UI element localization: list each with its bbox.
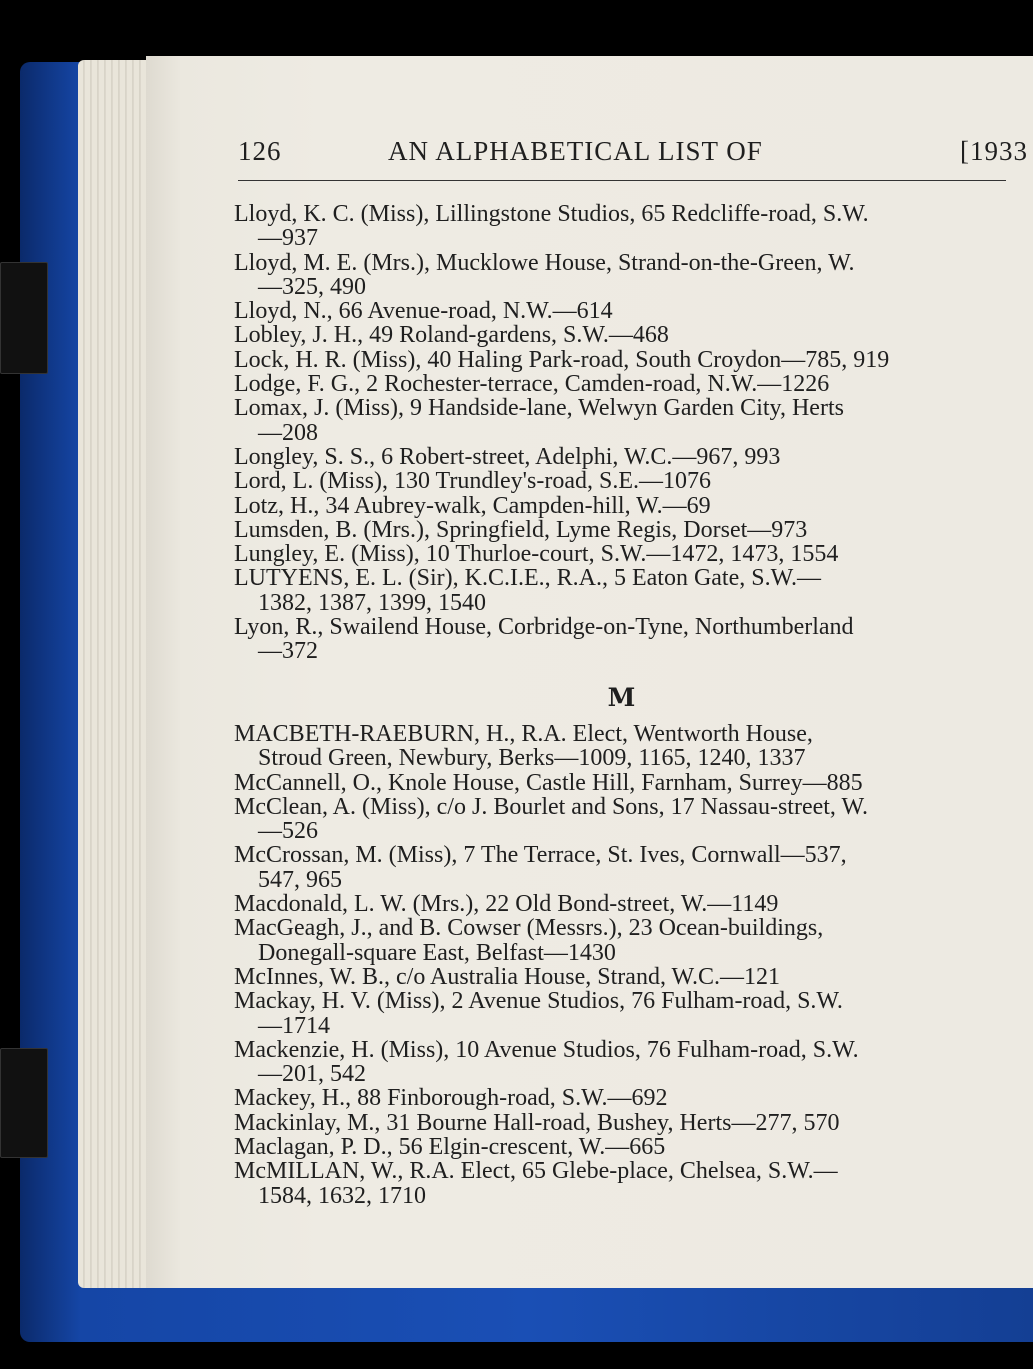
directory-entry (234, 251, 1009, 300)
entry-line: Macdonald, L. W. (Mrs.), 22 Old Bond-street, W.—1149 (234, 891, 779, 918)
entry-line: McInnes, W. B., c/o Australia House, Strand, W.C.—121 (234, 963, 780, 990)
directory-entry (234, 615, 1009, 664)
entry-line: Lomax, J. (Miss), 9 Handside-lane, Welwyn Garden City, Herts (234, 395, 844, 422)
directory-entry (234, 542, 1009, 566)
page-number: 126 (238, 136, 282, 166)
directory-entry (234, 965, 1009, 989)
directory-entry (234, 518, 1009, 542)
directory-entry (234, 566, 1009, 615)
running-head (238, 136, 1028, 176)
entry-line: Lumsden, B. (Mrs.), Springfield, Lyme Regis, Dorset—973 (234, 516, 808, 543)
ribbon-marker-top (0, 262, 48, 374)
entries-m-list (234, 722, 1009, 1208)
entry-line: Lobley, J. H., 49 Roland-gardens, S.W.—468 (234, 322, 669, 349)
entry-line: McCrossan, M. (Miss), 7 The Terrace, St. Ives, Cornwall—537, (234, 842, 847, 869)
entry-continuation: Donegall-square East, Belfast—1430 (258, 939, 616, 966)
entry-line: McMILLAN, W., R.A. Elect, 65 Glebe-place, Chelsea, S.W.— (234, 1158, 838, 1185)
entry-line: Maclagan, P. D., 56 Elgin-crescent, W.—665 (234, 1133, 666, 1160)
entry-line: Mackay, H. V. (Miss), 2 Avenue Studios, 76 Fulham-road, S.W. (234, 988, 843, 1015)
entry-continuation: —208 (258, 419, 318, 446)
entry-line: Lungley, E. (Miss), 10 Thurloe-court, S.W.—1472, 1473, 1554 (234, 541, 839, 568)
entry-continuation: —526 (258, 818, 318, 845)
entry-line: MacGeagh, J., and B. Cowser (Messrs.), 23 Ocean-buildings, (234, 915, 824, 942)
entry-continuation: —201, 542 (258, 1061, 366, 1088)
entry-line: Lloyd, N., 66 Avenue-road, N.W.—614 (234, 298, 613, 325)
entry-line: MACBETH-RAEBURN, H., R.A. Elect, Wentworth House, (234, 720, 813, 747)
directory-entry (234, 396, 1009, 445)
entry-continuation: 1584, 1632, 1710 (258, 1182, 426, 1209)
directory-entry (234, 445, 1009, 469)
directory-entry (234, 348, 1009, 372)
entry-continuation: —1714 (258, 1012, 330, 1039)
entry-line: Mackinlay, M., 31 Bourne Hall-road, Bushey, Herts—277, 570 (234, 1109, 840, 1136)
entry-continuation: 1382, 1387, 1399, 1540 (258, 589, 486, 616)
directory-entry (234, 1086, 1009, 1110)
directory-entry (234, 771, 1009, 795)
directory-entry (234, 323, 1009, 347)
directory-entry (234, 1038, 1009, 1087)
entry-line: Lloyd, K. C. (Miss), Lillingstone Studios, 65 Redcliffe-road, S.W. (234, 201, 869, 227)
entry-continuation: 547, 965 (258, 866, 342, 893)
entry-line: Mackey, H., 88 Finborough-road, S.W.—692 (234, 1085, 668, 1112)
directory-entry (234, 1159, 1009, 1208)
header-rule (238, 180, 1006, 181)
entry-line: Lodge, F. G., 2 Rochester-terrace, Camden-road, N.W.—1226 (234, 371, 830, 398)
directory-entry (234, 989, 1009, 1038)
directory-entry (234, 892, 1009, 916)
running-year: [1933 (960, 136, 1028, 166)
entry-line: Lloyd, M. E. (Mrs.), Mucklowe House, Strand-on-the-Green, W. (234, 249, 855, 276)
directory-entry (234, 469, 1009, 493)
directory-entry (234, 494, 1009, 518)
entry-line: Lock, H. R. (Miss), 40 Haling Park-road, South Croydon—785, 919 (234, 346, 890, 373)
entries-l-list (234, 202, 1009, 664)
directory-entry (234, 299, 1009, 323)
entry-continuation: —372 (258, 638, 318, 665)
directory-entry (234, 1111, 1009, 1135)
directory-entry (234, 372, 1009, 396)
directory-entry (234, 843, 1009, 892)
ribbon-marker-bottom (0, 1048, 48, 1158)
book-page (146, 56, 1033, 1288)
entry-line: Mackenzie, H. (Miss), 10 Avenue Studios, 76 Fulham-road, S.W. (234, 1036, 859, 1063)
entry-line: Longley, S. S., 6 Robert-street, Adelphi, W.C.—967, 993 (234, 443, 781, 470)
directory-entry (234, 1135, 1009, 1159)
directory-entry (234, 795, 1009, 844)
entry-line: Lord, L. (Miss), 130 Trundley's-road, S.E.—1076 (234, 468, 711, 495)
entry-line: Lotz, H., 34 Aubrey-walk, Campden-hill, W.—69 (234, 492, 711, 519)
entry-continuation: —325, 490 (258, 273, 366, 300)
entry-continuation: Stroud Green, Newbury, Berks—1009, 1165, 1240, 1337 (258, 745, 806, 772)
running-title: AN ALPHABETICAL LIST OF (388, 136, 763, 166)
entry-line: Lyon, R., Swailend House, Corbridge-on-Tyne, Northumberland (234, 614, 854, 641)
entry-line: LUTYENS, E. L. (Sir), K.C.I.E., R.A., 5 Eaton Gate, S.W.— (234, 565, 822, 592)
entry-line: McCannell, O., Knole House, Castle Hill, Farnham, Surrey—885 (234, 769, 863, 796)
directory-entry (234, 722, 1009, 771)
entry-line: McClean, A. (Miss), c/o J. Bourlet and Sons, 17 Nassau-street, W. (234, 793, 868, 820)
directory-entry (234, 202, 1009, 251)
directory-entries (234, 202, 1009, 1208)
entry-continuation: —937 (258, 225, 318, 252)
directory-entry (234, 916, 1009, 965)
section-letter: M (607, 682, 636, 712)
